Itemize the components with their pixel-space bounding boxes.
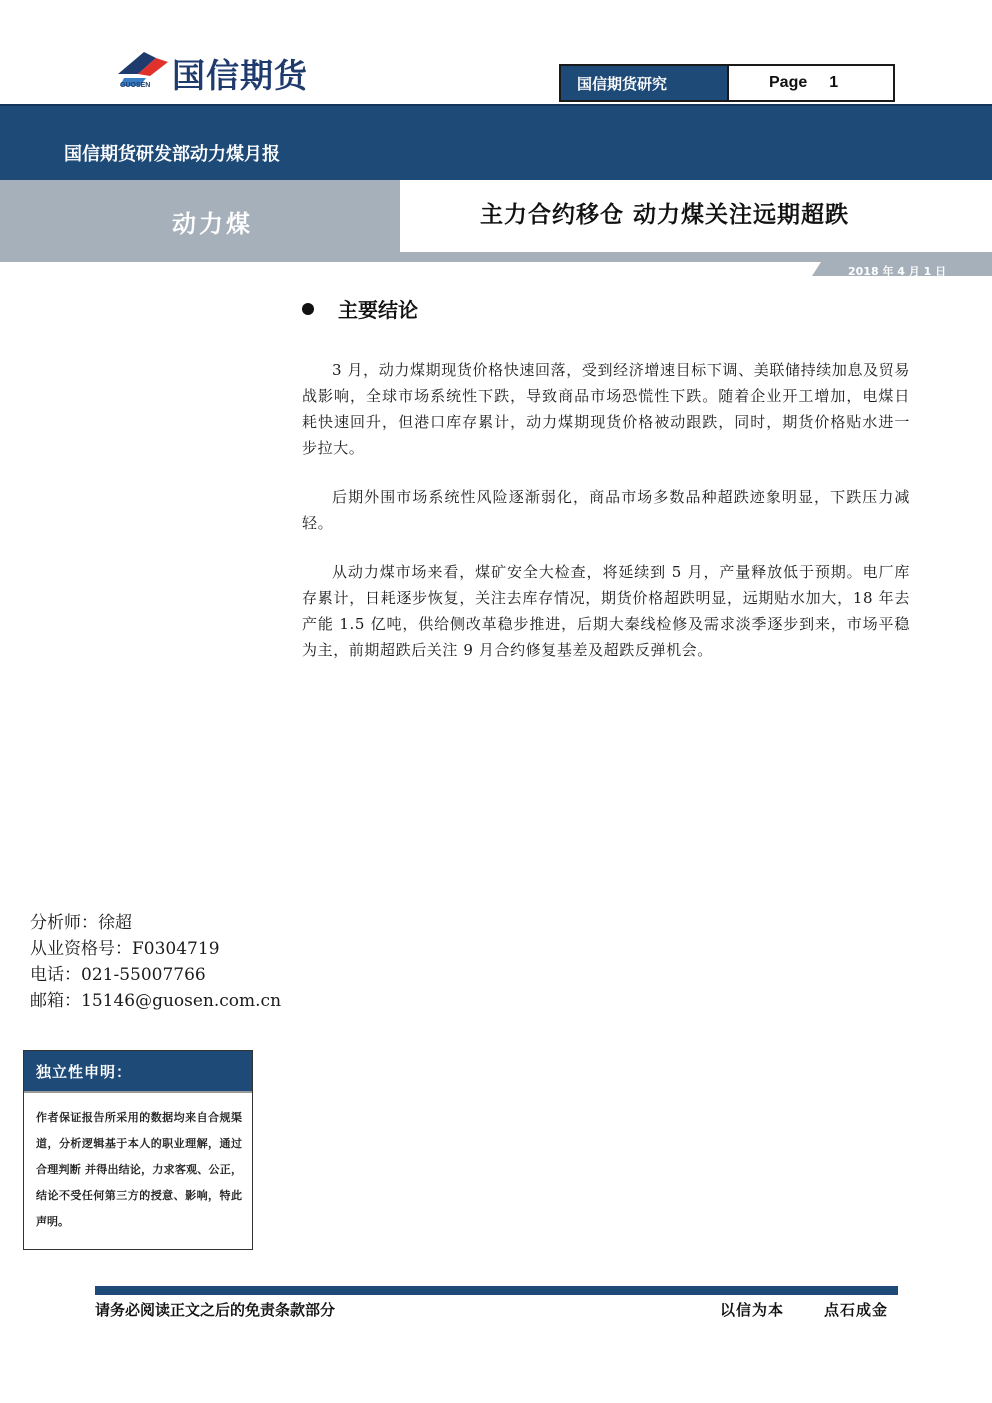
analyst-phone: 电话：021-55007766 — [30, 965, 206, 985]
page-label: Page — [769, 74, 808, 91]
report-date: 2018 年 4 月 1 日 — [848, 265, 947, 278]
analyst-license: 从业资格号：F0304719 — [30, 939, 220, 959]
dept-label: 国信期货研究 — [561, 66, 727, 100]
bullet-icon — [302, 303, 314, 315]
independence-statement-box — [23, 1050, 253, 1250]
analyst-name: 分析师：徐超 — [30, 913, 132, 933]
page-indicator — [727, 66, 893, 100]
header-box — [559, 64, 895, 102]
footer-rule — [95, 1286, 898, 1295]
paragraph-3: 从动力煤市场来看，煤矿安全大检查，将延续到 5 月，产量释放低于预期。电厂库存累计，日耗逐步恢复，关注去库存情况，期货价格超跌明显，远期贴水加大，18 年去产能 1.5 亿吨，供给侧改革稳步推进，后期大秦线检修及需求淡季逐步到来，市场平稳为主，前期超跌后关注 9 月合约修复基差及超跌反弹机会。 — [302, 563, 910, 659]
main-title: 主力合约移仓 动力煤关注远期超跌 — [480, 202, 850, 228]
independence-heading: 独立性申明： — [24, 1051, 252, 1093]
analyst-email: 邮箱：15146@guosen.com.cn — [30, 991, 282, 1011]
paragraph-1: 3 月，动力煤期现货价格快速回落，受到经济增速目标下调、美联储持续加息及贸易战影响，全球市场系统性下跌，导致商品市场恐慌性下跌。随着企业开工增加，电煤日耗快速回升，但港口库存累计，动力煤期现货价格被动跟跌，同时，期货价格贴水进一步拉大。 — [302, 361, 910, 457]
paragraph-2: 后期外围市场系统性风险逐渐弱化，商品市场多数品种超跌迹象明显，下跌压力减轻。 — [302, 488, 910, 532]
analyst-info — [30, 910, 281, 1014]
logo-brand-text: 国信期货 — [172, 56, 308, 95]
title-underline-strip — [400, 252, 992, 262]
footer-disclaimer: 请务必阅读正文之后的免责条款部分 — [95, 1301, 336, 1319]
independence-body: 作者保证报告所采用的数据均来自合规渠道，分析逻辑基于本人的职业理解，通过合理判断 并得出结论，力求客观、公正，结论不受任何第三方的授意、影响，特此声明。 — [36, 1111, 242, 1228]
footer-slogan-2: 点石成金 — [824, 1301, 889, 1319]
page-number: 1 — [829, 74, 839, 91]
section-heading — [302, 294, 418, 323]
logo-en-text: GUOSEN — [120, 82, 151, 89]
footer-slogan-1: 以信为本 — [720, 1301, 785, 1319]
category-label: 动力煤 — [172, 210, 253, 238]
report-series-title: 国信期货研发部动力煤月报 — [64, 144, 280, 165]
section-heading-text: 主要结论 — [338, 298, 418, 322]
